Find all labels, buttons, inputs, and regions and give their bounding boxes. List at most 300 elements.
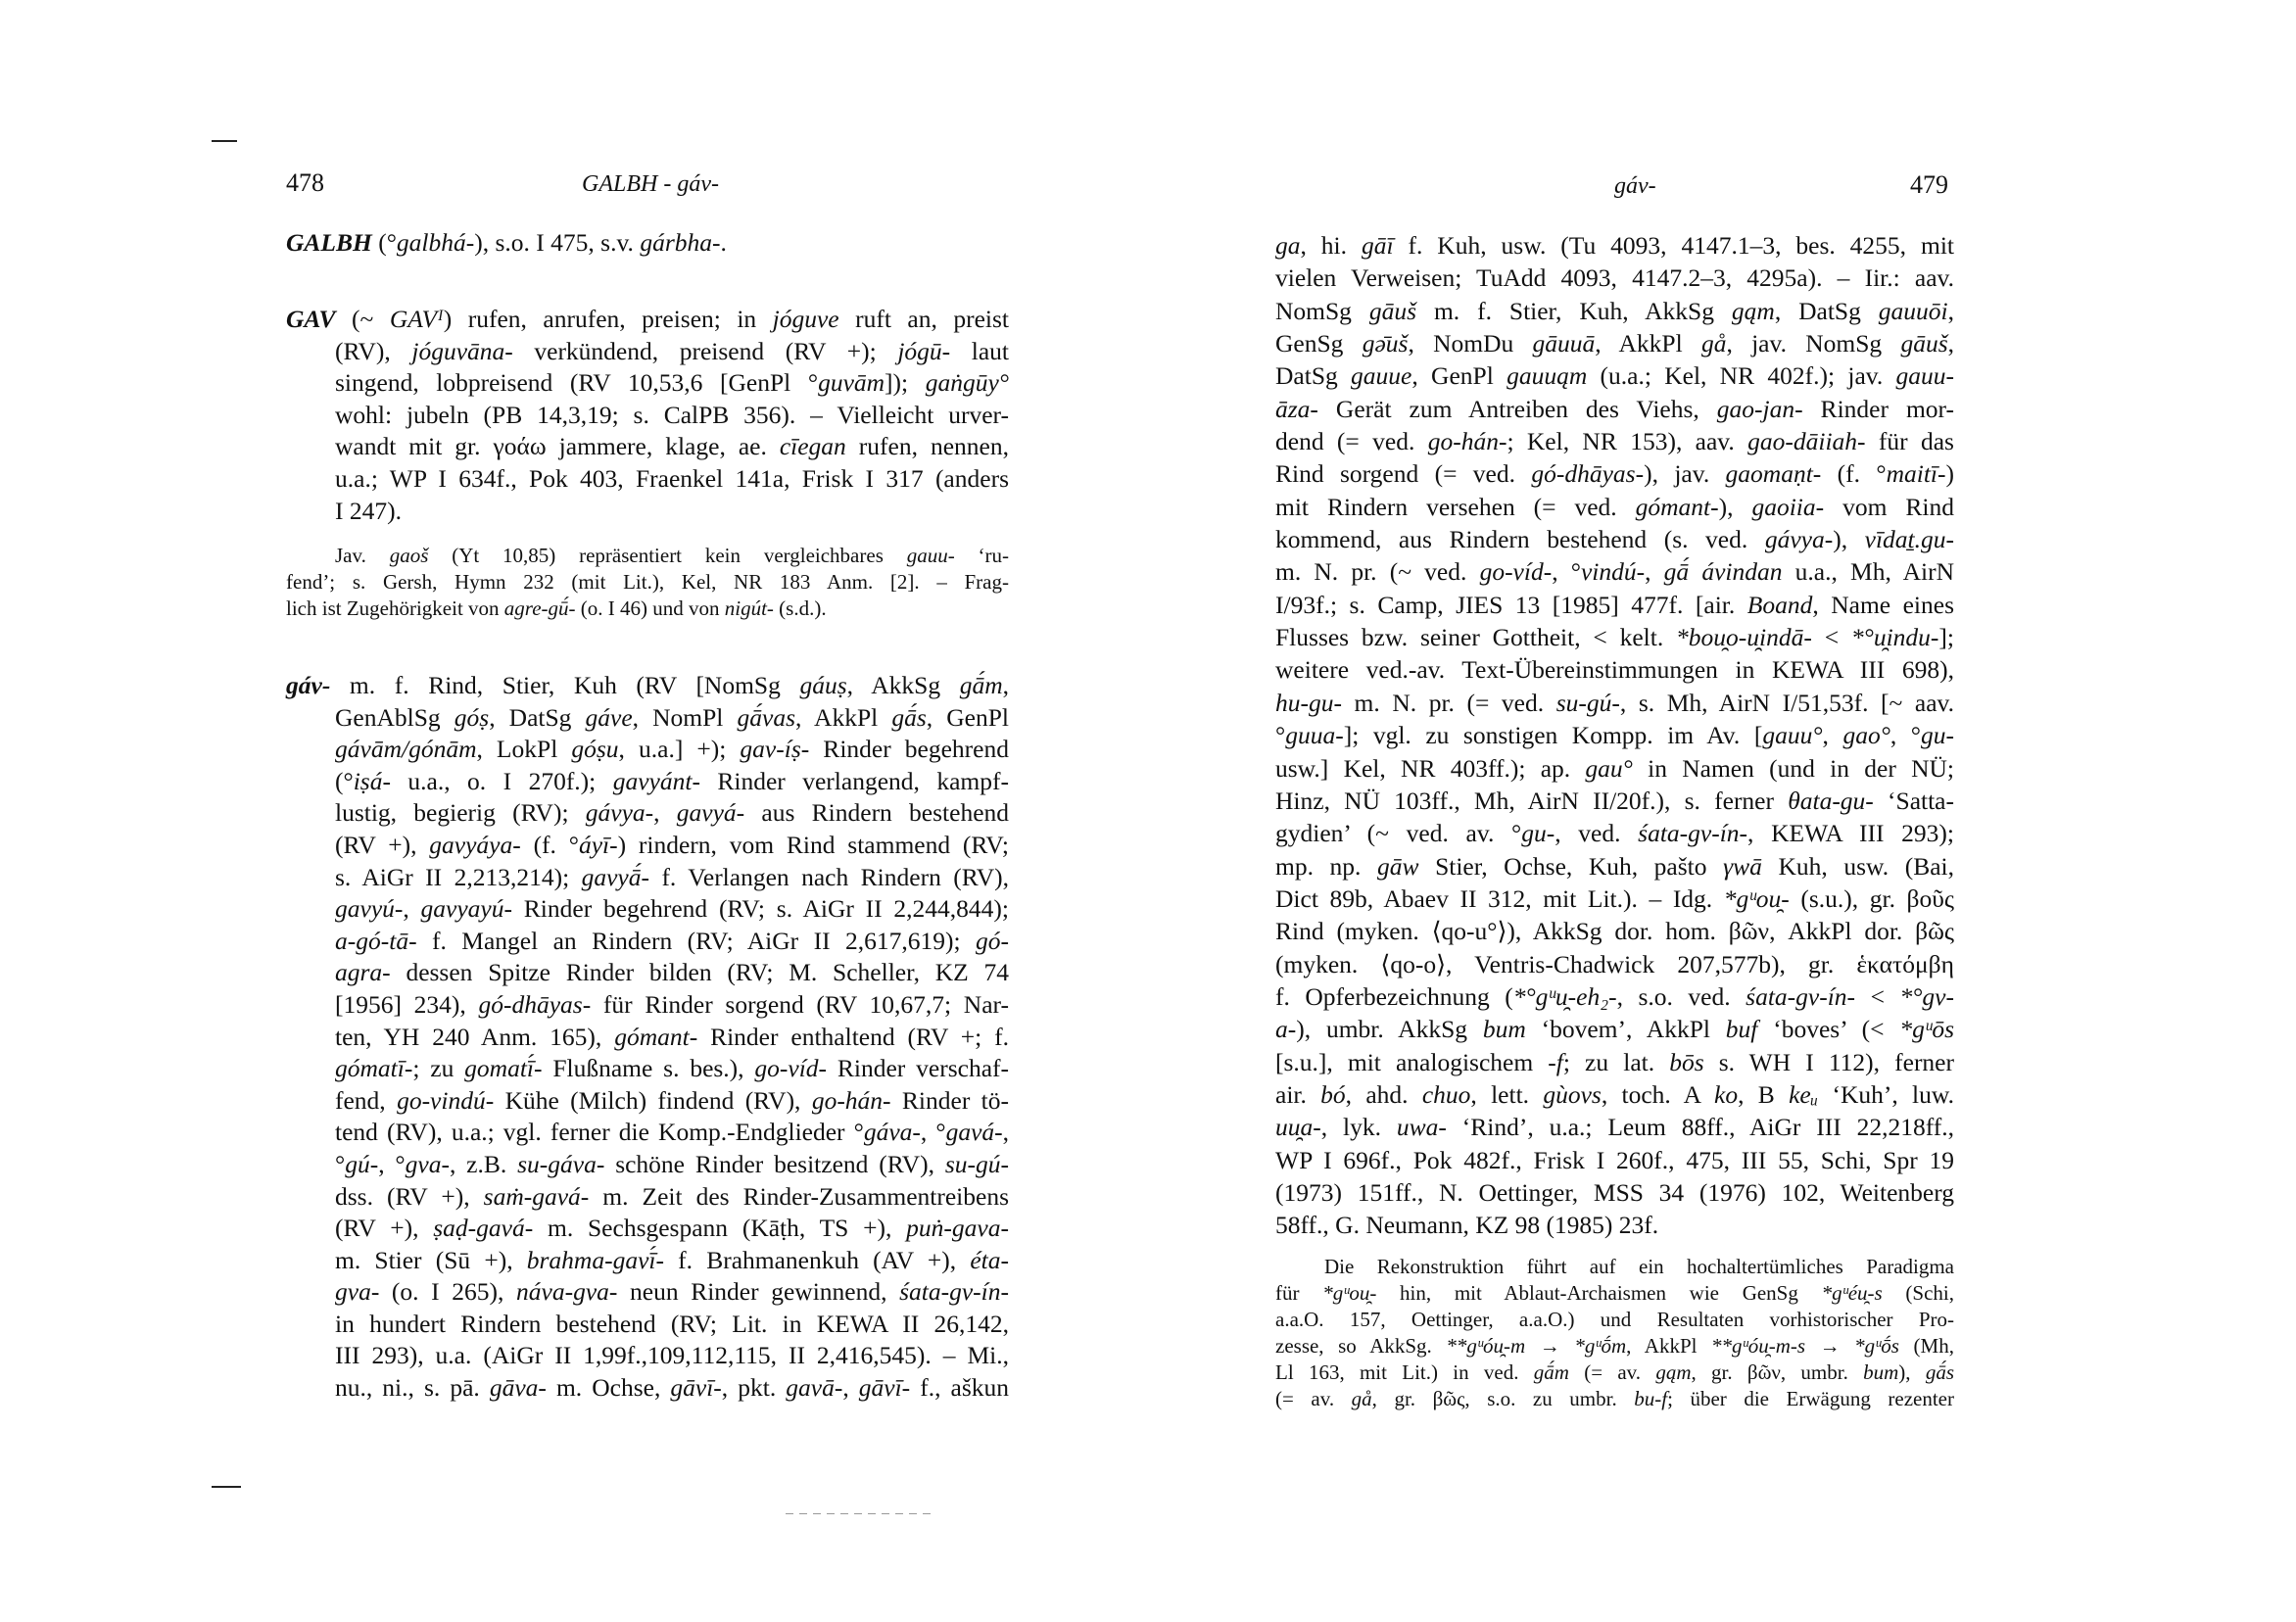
text-run: vom Rind <box>1824 492 1954 521</box>
text-run: ]; vgl. zu sonstigen Kompp. im Av. [ <box>1343 721 1763 750</box>
text-line <box>335 1309 1009 1341</box>
text-run: , <box>1002 1118 1009 1147</box>
text-line <box>335 367 1009 400</box>
italic-form: gávām/gónām <box>335 735 477 764</box>
text-run: Hinz, NÜ 103ff., Mh, AirN II/20f.), s. ferner <box>1275 786 1789 815</box>
text-run: a.a.O. 157, Oettinger, a.a.O.) und Resultaten vorhistorischer Pro- <box>1275 1308 1954 1331</box>
italic-form: bum <box>1482 1015 1526 1044</box>
italic-form: vindú- <box>1580 557 1646 587</box>
italic-form: gav-íṣ- <box>740 735 810 764</box>
italic-form: su-gú- <box>944 1149 1010 1178</box>
text-run: DatSg <box>1275 361 1352 391</box>
italic-form: gaṅgūy° <box>925 368 1009 398</box>
italic-form: agre-gū́- <box>503 596 576 620</box>
italic-form: gva- <box>405 1149 450 1178</box>
text-run: wandt mit gr. γοάω jammere, klage, ae. <box>335 432 780 461</box>
text-run: f. Verlangen nach Rindern (RV), <box>649 862 1009 891</box>
text-run: , ° <box>378 1149 406 1178</box>
text-line <box>1275 948 1954 980</box>
text-run: , ved. <box>1555 819 1639 848</box>
text-run: (= av. <box>1275 1387 1352 1410</box>
text-line <box>1275 589 1954 621</box>
text-run: , <box>1645 557 1664 587</box>
italic-form: gā́ ávindan <box>1663 557 1783 587</box>
text-run: Rind (myken. ⟨qo-u°⟩), AkkSg dor. hom. βῶν, AkkPl dor. βῶς <box>1275 917 1954 946</box>
text-run: m. Stier (Sū +), <box>335 1245 527 1274</box>
italic-form: gauuąm <box>1507 361 1588 391</box>
italic-form: jógū- <box>897 336 951 365</box>
text-run: Rind sorgend (= ved. <box>1275 459 1532 489</box>
headword: GALBH <box>286 228 372 257</box>
text-line <box>1275 980 1954 1013</box>
italic-form: nigút- <box>724 596 774 620</box>
italic-form: Boand <box>1746 590 1813 619</box>
text-run: (RV +), <box>335 1214 434 1243</box>
text-run: ) rufen, anrufen, preisen; in <box>443 305 773 333</box>
text-run: , AkkPl <box>1595 329 1701 358</box>
text-run: , s.o. ved. <box>1616 981 1746 1011</box>
running-head-left: GALBH - gáv- <box>582 171 719 197</box>
text-run: , lett. <box>1470 1079 1544 1109</box>
italic-form: gāvī- <box>858 1373 911 1403</box>
italic-form: -f <box>1548 1047 1563 1076</box>
running-head-right: gáv- <box>1614 173 1656 199</box>
text-run: , ahd. <box>1345 1079 1422 1109</box>
text-run: (f. ° <box>1821 459 1887 489</box>
text-run: , AkkSg <box>846 671 960 699</box>
italic-form: gùovs <box>1543 1079 1602 1109</box>
text-run: ‘Kuh’, luw. <box>1818 1079 1955 1109</box>
text-run: weitere ved.-av. Text-Übereinstimmungen in KEWA III 698), <box>1275 655 1954 685</box>
text-run: , LokPl <box>476 735 572 764</box>
italic-form: GAVᴵ <box>389 305 444 333</box>
text-run: , NomPl <box>632 702 738 732</box>
text-run: Ll 163, mit Lit.) in ved. <box>1275 1360 1534 1384</box>
italic-form: gáuṣ <box>799 671 847 699</box>
text-run: (myken. ⟨qo-o⟩, Ventris-Chadwick 207,577b), gr. ἑκατόμβη <box>1275 949 1954 978</box>
text-run: Rinder tö- <box>890 1085 1010 1115</box>
text-line <box>1275 1307 1954 1333</box>
italic-form: uu̯a- <box>1275 1113 1321 1142</box>
text-run: (o. I 265), <box>379 1277 517 1307</box>
italic-form: gao° <box>1842 721 1890 750</box>
text-run: , jav. NomSg <box>1726 329 1901 358</box>
text-run: (Schi, <box>1882 1281 1954 1305</box>
italic-form: gávya- <box>585 798 654 828</box>
text-run: ), <box>1718 492 1752 521</box>
italic-form: gauu° <box>1762 721 1823 750</box>
text-line <box>335 862 1009 894</box>
text-run: laut <box>950 336 1009 365</box>
note-paragraph <box>1275 1254 1954 1412</box>
text-run: (° <box>335 766 354 795</box>
text-run: , <box>653 798 677 828</box>
text-run: nu., ni., s. pā. <box>335 1373 490 1403</box>
text-run: m. N. pr. (= ved. <box>1341 688 1556 717</box>
text-run: m. N. pr. (~ ved. <box>1275 557 1480 587</box>
italic-form: gao-jan- <box>1716 394 1803 423</box>
italic-form: *°gᵘu̯-eh₂- <box>1512 981 1617 1011</box>
italic-form: gu- <box>1521 819 1555 848</box>
page-number-left: 478 <box>286 168 324 197</box>
text-line <box>335 1276 1009 1309</box>
text-line <box>286 227 1009 260</box>
scan-mark-top-left <box>212 140 237 142</box>
italic-form: γwā <box>1723 851 1762 881</box>
text-line <box>335 893 1009 926</box>
text-run: , GenPl <box>926 702 1009 732</box>
italic-form: gāvī- <box>670 1373 722 1403</box>
text-run: ]); <box>885 368 926 398</box>
text-run: I 247). <box>335 496 402 525</box>
italic-form: gaoiia- <box>1751 492 1825 521</box>
italic-form: *gᵘōs <box>1899 1015 1954 1044</box>
text-run: (s.u.), gr. βοῦς <box>1789 883 1954 913</box>
text-run: f. Opferbezeichnung ( <box>1275 981 1513 1011</box>
text-run: I/93f.; s. Camp, JIES 13 [1985] 477f. [air. <box>1275 590 1747 619</box>
text-line <box>1275 1386 1954 1412</box>
text-line <box>335 1340 1009 1372</box>
italic-form: gavyánt- <box>612 766 700 795</box>
text-line <box>335 1022 1009 1054</box>
text-run: schöne Rinder besitzend (RV), <box>604 1149 945 1178</box>
text-run: , ° <box>1552 557 1581 587</box>
italic-form: *gᵘou̯- <box>1723 883 1790 913</box>
text-run: fend’; s. Gersh, Hymn 232 (mit Lit.), Kel, NR 183 Anm. [2]. – Frag- <box>286 570 1009 594</box>
entry-paragraph <box>286 304 1009 527</box>
italic-form: gau° <box>1585 753 1633 783</box>
italic-form: hu-gu- <box>1275 688 1342 717</box>
text-line <box>1275 295 1954 327</box>
italic-form: go-víd- <box>754 1054 828 1083</box>
italic-form: gā́m <box>959 671 1003 699</box>
text-line <box>1275 850 1954 883</box>
italic-form: gavyú- <box>335 894 404 924</box>
text-line <box>335 400 1009 432</box>
text-run: , gr. βῶς, s.o. zu umbr. <box>1371 1387 1635 1410</box>
text-run: m. f. Rind, Stier, Kuh (RV [NomSg <box>330 671 800 699</box>
text-run: (RV), <box>335 336 412 365</box>
text-run: ; über die Erwägung rezenter <box>1667 1387 1954 1410</box>
italic-form: go-hán- <box>1427 427 1507 456</box>
text-run: ‘Satta- <box>1873 786 1954 815</box>
text-run: (Mh, <box>1898 1334 1954 1358</box>
text-run: , ° <box>1889 721 1922 750</box>
text-line <box>335 1053 1009 1085</box>
text-line <box>1275 687 1954 719</box>
text-run: Stier, Ochse, Kuh, pašto <box>1418 851 1724 881</box>
text-run: ‘ru- <box>954 544 1009 567</box>
text-run: (f. ° <box>520 830 579 859</box>
text-run: neun Rinder gewinnend, <box>617 1277 900 1307</box>
text-run: Kühe (Milch) findend (RV), <box>494 1085 812 1115</box>
italic-form: gā́s <box>1925 1360 1955 1384</box>
italic-form: ko <box>1714 1079 1739 1109</box>
italic-form: góṣ <box>454 702 490 732</box>
text-run: aus Rindern bestehend <box>744 798 1010 828</box>
text-line <box>335 1372 1009 1405</box>
text-line <box>1275 555 1954 588</box>
text-run: ten, YH 240 Anm. 165), <box>335 1022 615 1051</box>
italic-form: vīdaṯ.gu- <box>1864 525 1955 554</box>
italic-form: *bou̯o-u̯indā- <box>1676 623 1812 652</box>
text-line <box>1275 1333 1954 1360</box>
text-run: Dict 89b, Abaev II 312, mit Lit.). – Idg. <box>1275 883 1724 913</box>
text-line <box>1275 262 1954 294</box>
text-line <box>1275 1360 1954 1386</box>
text-run: , AkkPl <box>795 702 892 732</box>
text-line <box>335 926 1009 958</box>
italic-form: jóguve <box>772 305 839 333</box>
italic-form: gómant- <box>1635 492 1719 521</box>
text-run: , DatSg <box>1774 296 1879 325</box>
text-line <box>335 1085 1009 1118</box>
text-line <box>1275 1111 1954 1143</box>
text-run: für Rinder sorgend (RV 10,67,7; Nar- <box>591 989 1009 1019</box>
italic-form: gavyayú- <box>420 894 512 924</box>
italic-form: gáva- <box>863 1118 921 1147</box>
text-line <box>1275 915 1954 947</box>
italic-form: gauu- <box>906 544 955 567</box>
text-run: , NomDu <box>1408 329 1533 358</box>
text-line <box>1275 719 1954 751</box>
text-run: NomSg <box>1275 296 1369 325</box>
italic-form: náva-gva- <box>516 1277 618 1307</box>
text-line <box>1275 457 1954 490</box>
scan-mark-bottom-left <box>212 1486 241 1488</box>
italic-form: bó <box>1320 1079 1346 1109</box>
text-run: < <box>1811 623 1851 652</box>
italic-form: gāva- <box>489 1373 547 1403</box>
text-run: ° <box>1275 721 1286 750</box>
text-run: s. WH I 112), ferner <box>1703 1047 1954 1076</box>
italic-form: gå <box>1351 1387 1372 1410</box>
italic-form: gavā- <box>786 1373 843 1403</box>
italic-form: ṣaḍ-gavá- <box>433 1214 534 1243</box>
text-run: (1973) 151ff., N. Oettinger, MSS 34 (1976) 102, Weitenberg <box>1275 1177 1954 1207</box>
text-run: Rinder enthaltend (RV +; f. <box>697 1022 1010 1051</box>
italic-form: agra- <box>335 958 391 987</box>
italic-form: *°gv- <box>1899 981 1954 1011</box>
italic-form: gāw <box>1376 851 1419 881</box>
text-run: [s.u.], mit analogischem <box>1275 1047 1549 1076</box>
text-run: , Name eines <box>1812 590 1955 619</box>
entry-paragraph <box>286 227 1009 260</box>
text-line <box>1275 491 1954 523</box>
italic-form: chuo <box>1421 1079 1471 1109</box>
text-line <box>335 496 1009 528</box>
text-line <box>1275 1209 1954 1241</box>
text-run: dend (= ved. <box>1275 427 1428 456</box>
text-run: in Namen (und in der NÜ; <box>1632 753 1954 783</box>
text-run: , B <box>1738 1079 1790 1109</box>
text-run: ) <box>1945 459 1954 489</box>
text-line <box>1275 1046 1954 1078</box>
text-run: ) rindern, vom Rind stammend (RV; <box>617 830 1009 859</box>
text-run: , gr. βῶν, umbr. <box>1691 1360 1864 1384</box>
italic-form: a- <box>1275 1015 1297 1044</box>
italic-form: go-hán- <box>811 1085 891 1115</box>
italic-form: gú- <box>345 1149 379 1178</box>
italic-form: śata-gv-ín- <box>899 1277 1009 1307</box>
italic-form: āza- <box>1275 394 1318 423</box>
text-line <box>335 1181 1009 1214</box>
text-line <box>286 670 1009 702</box>
text-run: Rinder mor- <box>1802 394 1954 423</box>
italic-form: góṣu <box>571 735 619 764</box>
text-run: m. f. Stier, Kuh, AkkSg <box>1416 296 1732 325</box>
text-run: Rinder verschaf- <box>827 1054 1009 1083</box>
text-run: , lyk. <box>1320 1113 1397 1142</box>
italic-form: éta- <box>970 1245 1009 1274</box>
text-run: ), <box>1833 525 1865 554</box>
text-run: air. <box>1275 1079 1321 1109</box>
text-run: GenSg <box>1275 329 1363 358</box>
text-run: mit Rindern versehen (= ved. <box>1275 492 1636 521</box>
italic-form: gā́vas <box>737 702 795 732</box>
italic-form: gå <box>1700 329 1727 358</box>
italic-form: gāī <box>1361 231 1394 260</box>
text-run: dessen Spitze Rinder bilden (RV; M. Scheller, KZ 74 <box>390 958 1009 987</box>
italic-form: iṣá- <box>353 766 391 795</box>
italic-form: gauuōi <box>1878 296 1948 325</box>
text-line <box>1275 1280 1954 1307</box>
text-line <box>286 596 1009 622</box>
text-run: mp. np. <box>1275 851 1377 881</box>
italic-form: gavyáya- <box>429 830 521 859</box>
text-run: , ° <box>920 1118 946 1147</box>
text-line <box>335 957 1009 989</box>
italic-form: gomatī́- <box>464 1054 543 1083</box>
italic-form: ga <box>1275 231 1301 260</box>
text-run: u.a., o. I 270f.); <box>390 766 613 795</box>
text-line <box>335 431 1009 463</box>
italic-form: a-gó-tā- <box>335 926 417 955</box>
italic-form: *gᵘou̯- <box>1322 1281 1377 1305</box>
text-run: Rinder begehrend (RV; s. AiGr II 2,244,844); <box>512 894 1009 924</box>
italic-form: maitī- <box>1886 459 1946 489</box>
text-run: (= av. <box>1568 1360 1656 1384</box>
text-line <box>335 1117 1009 1149</box>
text-line <box>1275 752 1954 785</box>
text-run: ‘bovem’, AkkPl <box>1525 1015 1726 1044</box>
text-run: Rinder verlangend, kampf- <box>699 766 1009 795</box>
text-run: (s.d.). <box>773 596 827 620</box>
italic-form: gąm <box>1655 1360 1692 1384</box>
italic-form: gavá- <box>945 1118 1003 1147</box>
italic-form: gó-dhāyas- <box>478 989 592 1019</box>
text-line <box>1275 1144 1954 1176</box>
italic-form: uwa- <box>1396 1113 1447 1142</box>
text-line <box>335 797 1009 830</box>
italic-form: gā́s <box>891 702 927 732</box>
text-run: (RV +), <box>335 830 430 859</box>
text-line <box>335 766 1009 798</box>
text-run: , AkkPl <box>1626 1334 1712 1358</box>
italic-form: θata-gu- <box>1788 786 1874 815</box>
text-run: . <box>720 228 727 257</box>
text-line <box>1275 1078 1954 1111</box>
text-run: , <box>1822 721 1843 750</box>
text-run: vielen Verweisen; TuAdd 4093, 4147.2–3, 4295a). – Iir.: aav. <box>1275 263 1954 293</box>
italic-form: **gᵘóu̯-m-s → *gᵘṓs <box>1711 1334 1899 1358</box>
text-line <box>1275 883 1954 915</box>
text-run: Flusses bzw. seiner Gottheit, < kelt. <box>1275 623 1677 652</box>
text-run: Jav. <box>335 544 390 567</box>
italic-form: gaomaṇt- <box>1725 459 1822 489</box>
text-line <box>335 1245 1009 1277</box>
text-run: (~ <box>335 305 390 333</box>
text-run: rufen, nennen, <box>845 432 1009 461</box>
text-run: f. Mangel an Rindern (RV; AiGr II 2,617,619); <box>416 926 976 955</box>
text-run: Rinder begehrend <box>809 735 1009 764</box>
text-run: Gerät zum Antreiben des Viehs, <box>1317 394 1717 423</box>
text-run: dss. (RV +), <box>335 1181 484 1211</box>
italic-form: gāuš <box>1368 296 1417 325</box>
text-line <box>286 569 1009 596</box>
text-run: , <box>403 894 421 924</box>
text-run: ), s.o. I 475, s.v. <box>474 228 641 257</box>
text-run: , u.a.] +); <box>618 735 741 764</box>
text-line <box>1275 393 1954 425</box>
text-run: , KEWA III 293); <box>1747 819 1954 848</box>
text-run: 58ff., G. Neumann, KZ 98 (1985) 23f. <box>1275 1211 1659 1240</box>
text-run: verkündend, preisend (RV +); <box>512 336 898 365</box>
italic-form: **gᵘóu̯-m → *gᵘṓm <box>1446 1334 1627 1358</box>
text-run: III 293), u.a. (AiGr II 1,99f.,109,112,115, II 2,416,545). – Mi., <box>335 1341 1009 1370</box>
text-line <box>1275 523 1954 555</box>
italic-form: bu-f <box>1634 1387 1668 1410</box>
text-run: , pkt. <box>721 1373 787 1403</box>
text-line <box>1275 425 1954 457</box>
text-run: u.a., Mh, AirN <box>1782 557 1954 587</box>
text-run: zesse, so AkkSg. <box>1275 1334 1447 1358</box>
text-run: ‘boves’ (< <box>1757 1015 1900 1044</box>
text-run: ), umbr. AkkSg <box>1296 1015 1483 1044</box>
entry-paragraph <box>1275 229 1954 1242</box>
italic-form: buf <box>1725 1015 1758 1044</box>
text-run: Kuh, usw. (Bai, <box>1761 851 1954 881</box>
italic-form: jóguvāna- <box>411 336 513 365</box>
text-line <box>1275 229 1954 262</box>
italic-form: brahma-gavī́- <box>526 1245 664 1274</box>
text-run: für <box>1275 1281 1323 1305</box>
italic-form: gva- <box>335 1277 380 1307</box>
text-line <box>1324 1254 1954 1280</box>
text-run: f. Kuh, usw. (Tu 4093, 4147.1–3, bes. 4255, mit <box>1393 231 1954 260</box>
text-run: wohl: jubeln (PB 14,3,19; s. CalPB 356). – Vielleicht urver- <box>335 400 1009 429</box>
italic-form: gə̄uš <box>1362 329 1409 358</box>
text-line <box>335 1149 1009 1181</box>
italic-form: gómatī- <box>335 1054 413 1083</box>
italic-form: gąm <box>1731 296 1775 325</box>
text-run: für das <box>1865 427 1954 456</box>
text-run: , toch. A <box>1601 1079 1714 1109</box>
italic-form: bōs <box>1669 1047 1704 1076</box>
italic-form: gavyā́- <box>581 862 649 891</box>
text-run: kommend, aus Rindern bestehend (s. ved. <box>1275 525 1765 554</box>
italic-form: gárbha- <box>640 228 721 257</box>
italic-form: śata-gv-ín- <box>1638 819 1748 848</box>
text-run: , <box>1002 671 1009 699</box>
text-line <box>1275 785 1954 817</box>
text-run: , <box>1947 296 1954 325</box>
text-run: in hundert Rindern bestehend (RV; Lit. in KEWA II 26,142, <box>335 1309 1009 1338</box>
text-run: [1956] 234), <box>335 989 479 1019</box>
text-run: lustig, begierig (RV); <box>335 798 586 828</box>
text-run: (Yt 10,85) repräsentiert kein vergleichbares <box>428 544 907 567</box>
text-run: ; Kel, NR 153), aav. <box>1507 427 1748 456</box>
